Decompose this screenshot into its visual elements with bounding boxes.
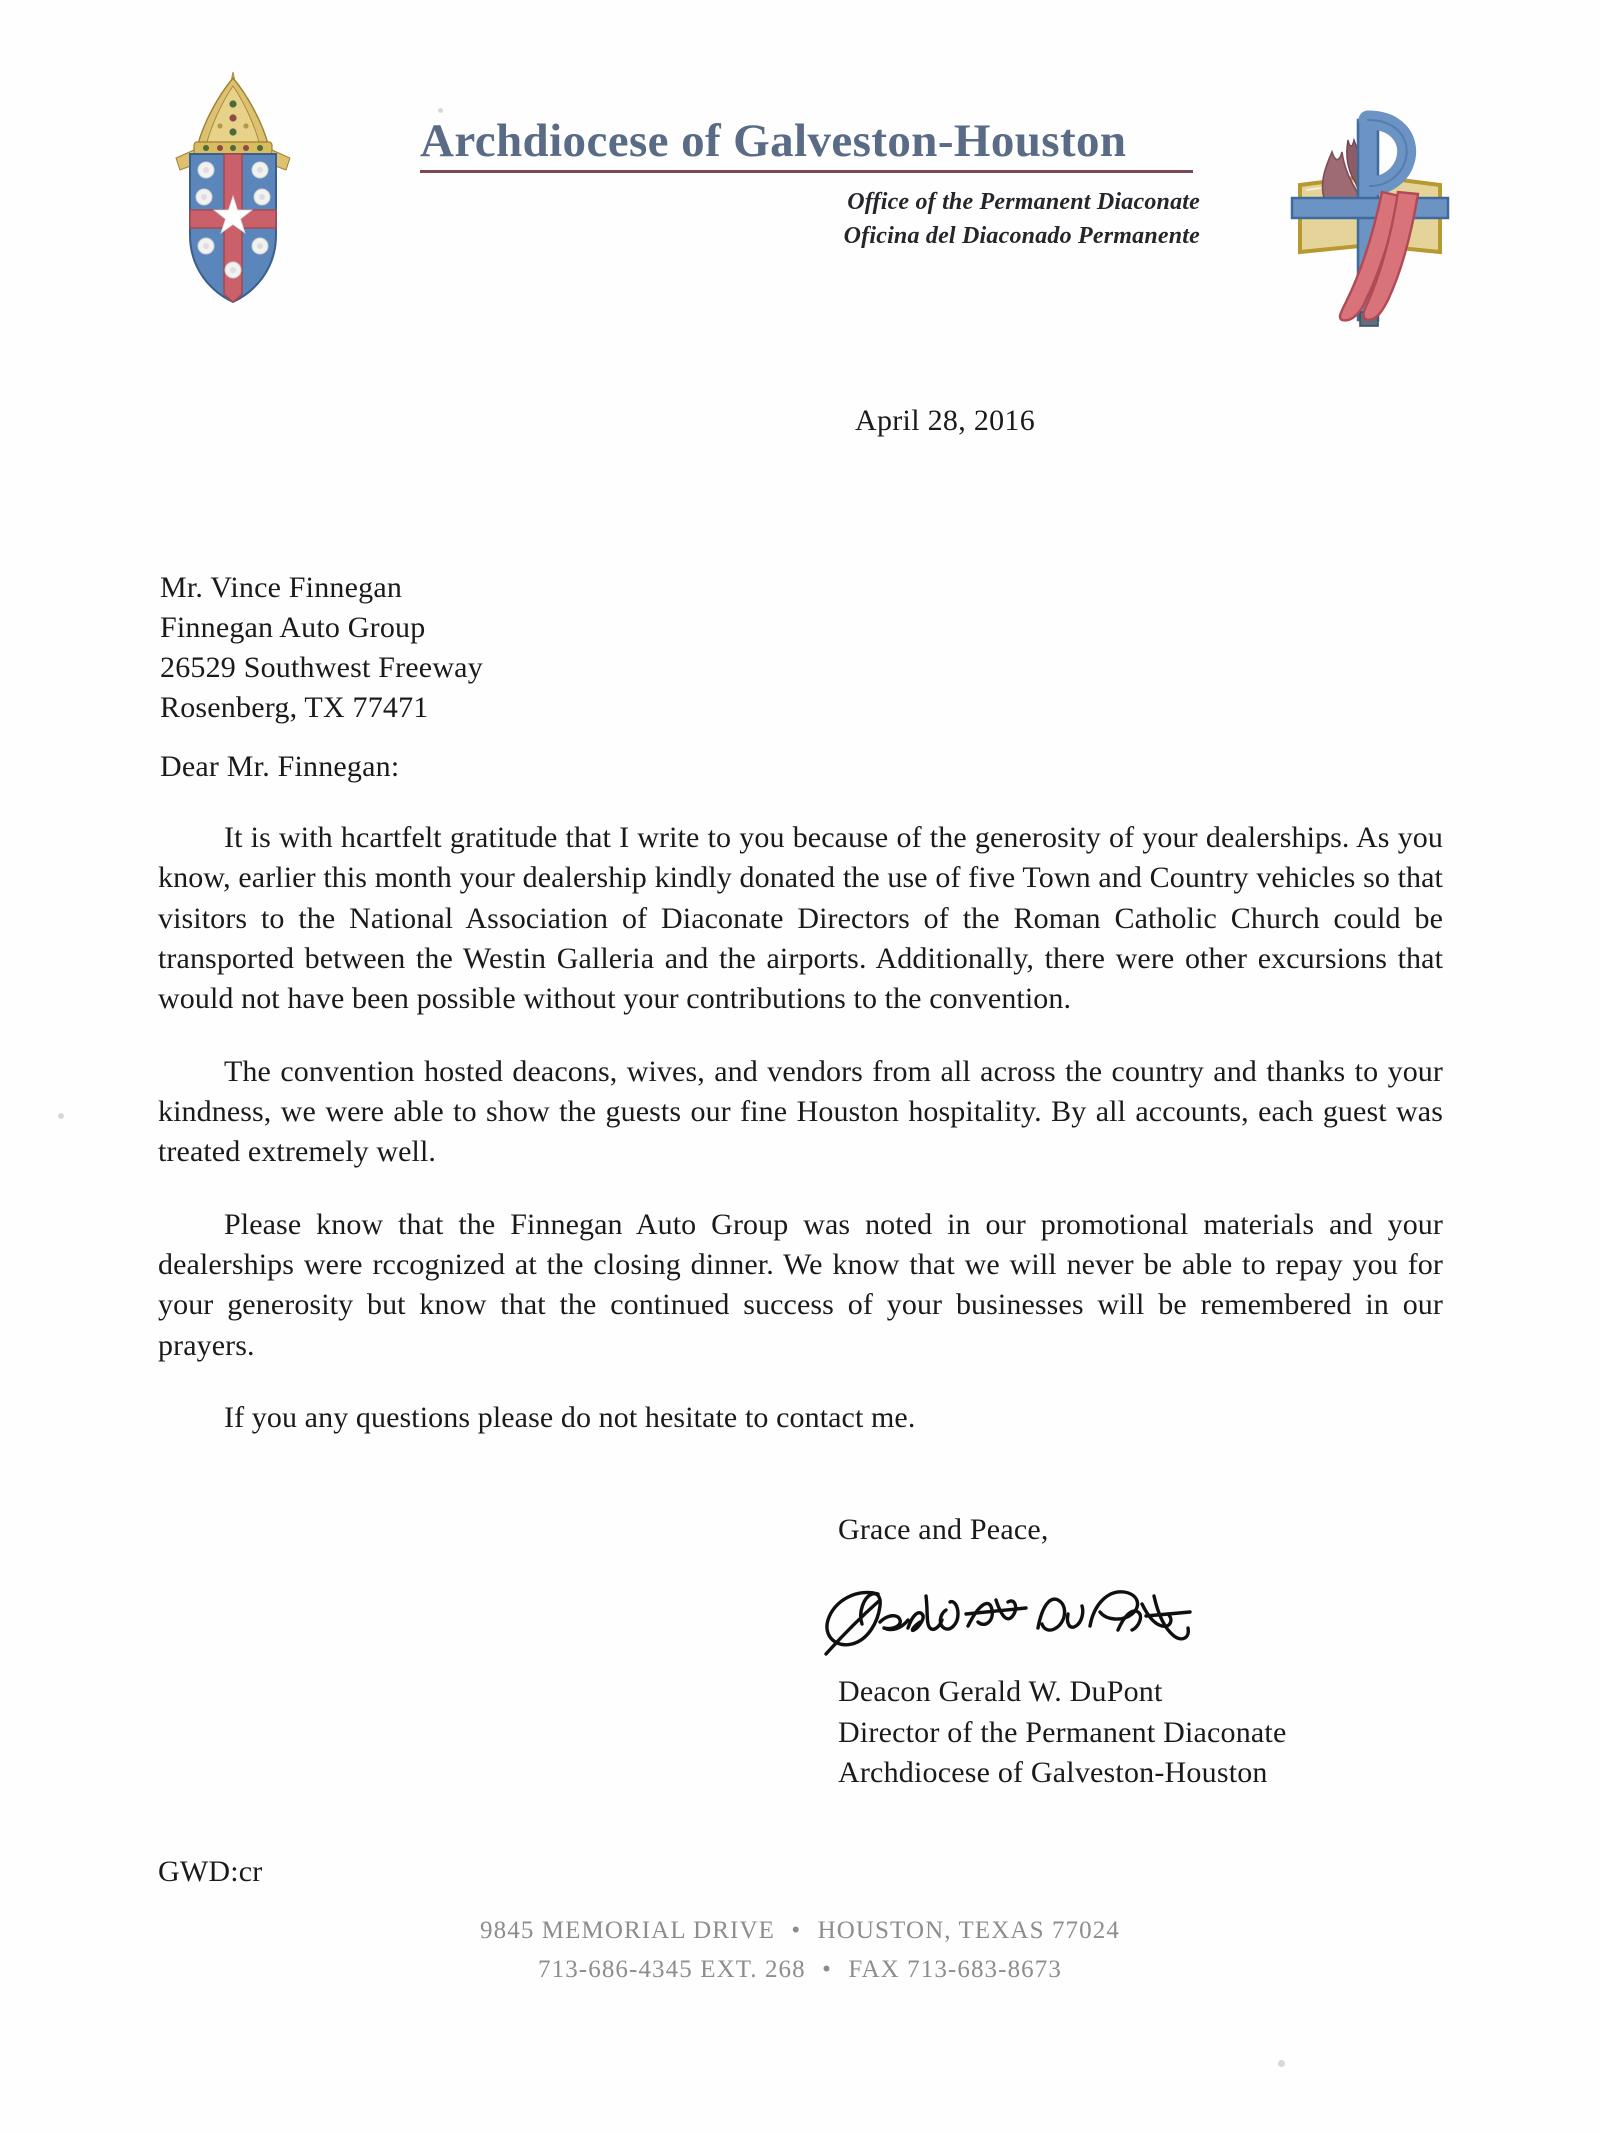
footer-separator-1: • (791, 1917, 802, 1944)
letter-body (158, 818, 1443, 1438)
valediction: Grace and Peace, (838, 1513, 1049, 1546)
salutation: Dear Mr. Finnegan: (160, 750, 400, 783)
office-subtitle-spanish: Oficina del Diaconado Permanente (843, 222, 1200, 249)
signer-name: Deacon Gerald W. DuPont (838, 1675, 1163, 1708)
footer (0, 1912, 1600, 1990)
letterhead-text (420, 115, 1200, 252)
handwritten-signature (818, 1570, 1238, 1660)
recipient-city-state-zip: Rosenberg, TX 77471 (160, 690, 429, 724)
signer-block (838, 1672, 1286, 1794)
signer-organization: Archdiocese of Galveston-Houston (838, 1756, 1268, 1789)
recipient-name: Mr. Vince Finnegan (160, 571, 403, 604)
recipient-street: 26529 Southwest Freeway (160, 650, 483, 684)
reference-initials: GWD:cr (158, 1855, 263, 1888)
body-paragraph-1: It is with hcartfelt gratitude that I write to you because of the generosity of your dealerships. As you know, earlier this month your dealership kindly donated the use of five Town and Country vehicles so that visitors to the National Association of Diaconate Directors of the Roman Catholic Church could be transported between the Westin Galleria and the airports. Additionally, there were other excursions that would not have been possible without your contributions to the convention. (158, 821, 1443, 1016)
archdiocesan-coat-of-arms-icon (158, 70, 308, 305)
recipient-address-block (160, 568, 483, 728)
footer-address-line (0, 1912, 1600, 1951)
scan-speck (58, 1113, 64, 1119)
footer-phone: 713-686-4345 EXT. 268 (538, 1955, 806, 1983)
letter-date: April 28, 2016 (855, 404, 1036, 437)
signer-title: Director of the Permanent Diaconate (838, 1715, 1287, 1749)
organization-title: Archdiocese of Galveston-Houston (420, 115, 1127, 167)
diaconate-cross-book-stole-flame-icon (1270, 80, 1480, 330)
title-divider (420, 170, 1193, 173)
footer-separator-2: • (822, 1955, 832, 1983)
recipient-company: Finnegan Auto Group (160, 610, 426, 644)
scan-speck (438, 108, 443, 113)
office-subtitle-english: Office of the Permanent Diaconate (847, 189, 1200, 215)
scan-speck (1278, 2060, 1285, 2067)
footer-city-state-zip: HOUSTON, TEXAS 77024 (817, 1917, 1120, 1944)
body-paragraph-2: The convention hosted deacons, wives, and vendors from all across the country and thanks to your kindness, we were able to show the guests our fine Houston hospitality. By all accounts, each guest was treated extremely well. (158, 1054, 1443, 1169)
body-paragraph-4: If you any questions please do not hesitate to contact me. (224, 1401, 916, 1435)
letterhead (0, 70, 1600, 320)
body-paragraph-3: Please know that the Finnegan Auto Group was noted in our promotional materials and your dealerships were rccognized at the closing dinner. We know that we will never be able to repay you for your generosity but know that the continued success of your businesses will be remembered in our prayers. (158, 1207, 1443, 1362)
footer-fax: FAX 713-683-8673 (848, 1955, 1062, 1983)
footer-street-address: 9845 MEMORIAL DRIVE (480, 1917, 776, 1944)
footer-contact-line (0, 1951, 1600, 1990)
